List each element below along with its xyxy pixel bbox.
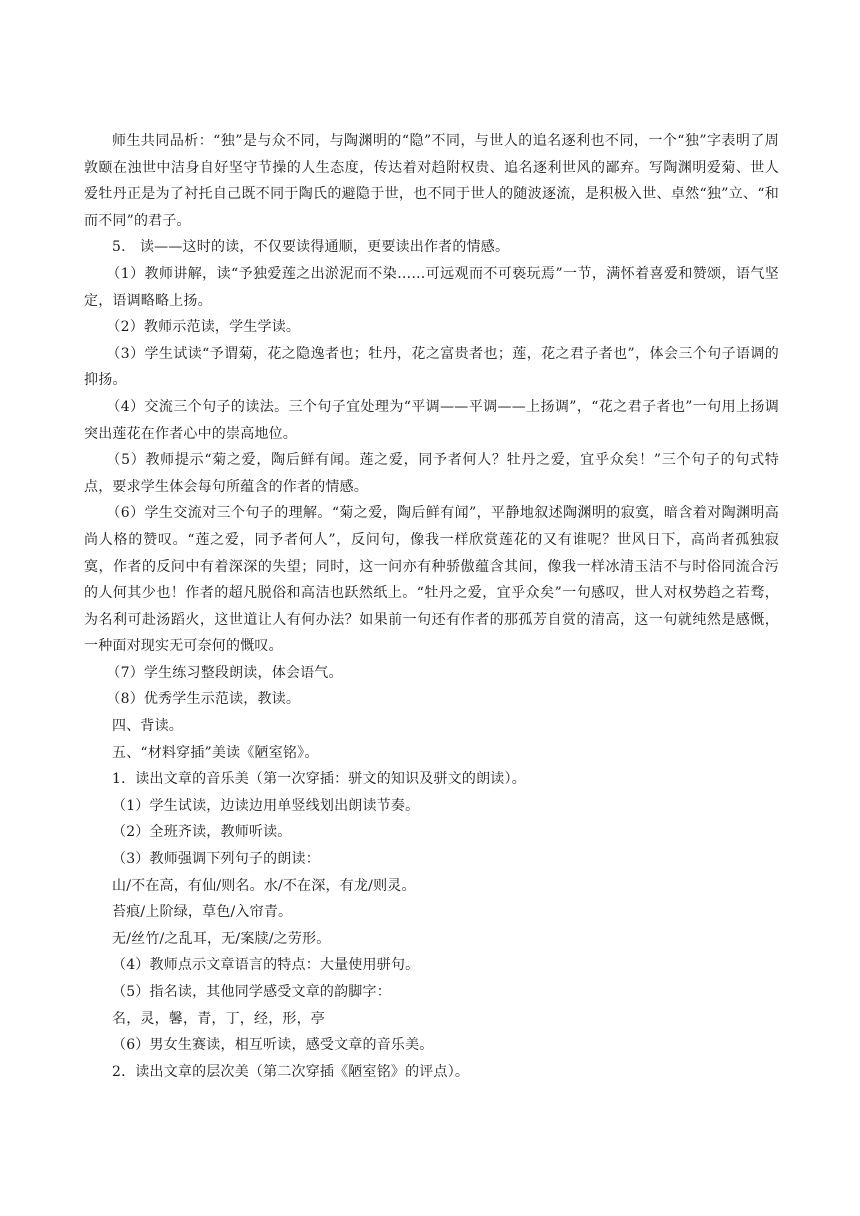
subsection-1-item-4: （4）教师点示文章语言的特点：大量使用骈句。 [112, 957, 420, 974]
step-5-item-3: （3）学生试读“予谓菊，花之隐逸者也；牡丹，花之富贵者也；莲，花之君子者也”，体会三个句子语调的抑扬。 [84, 345, 779, 389]
rhyme-words-line: 名，灵，馨，青，丁，经，形，亭 [112, 1010, 325, 1027]
step-5-heading: 5. 读——这时的读，不仅要读得通顺，更要读出作者的情感。 [112, 239, 510, 256]
section-4-heading: 四、背读。 [112, 718, 183, 735]
section-5-heading: 五、“材料穿插”美读《陋室铭》。 [112, 744, 319, 761]
subsection-1-item-1: （1）学生试读，边读边用单竖线划出朗读节奏。 [112, 797, 420, 814]
subsection-1-item-6: （6）男女生赛读，相互听读，感受文章的音乐美。 [112, 1037, 434, 1054]
subsection-2-heading: 2．读出文章的层次美（第二次穿插《陋室铭》的评点）。 [112, 1063, 470, 1080]
subsection-1-item-2: （2）全班齐读，教师听读。 [112, 824, 292, 841]
subsection-1-item-3: （3）教师强调下列句子的朗读： [112, 851, 320, 868]
step-5-item-5: （5）教师提示“菊之爱，陶后鲜有闻。莲之爱，同予者何人？牡丹之爱，宜乎众矣！”三个句子的句式特点，要求学生体会每句所蕴含的作者的情感。 [84, 452, 779, 495]
step-5-item-4: （4）交流三个句子的读法。三个句子宜处理为“平调——平调——上扬调”，“花之君子者也”一句用上扬调突出莲花在作者心中的崇高地位。 [84, 398, 779, 442]
subsection-1-heading: 1．读出文章的音乐美（第一次穿插：骈文的知识及骈文的朗读）。 [112, 771, 526, 788]
rhythm-line-3: 无/丝竹/之乱耳，无/案牍/之劳形。 [112, 930, 331, 947]
rhythm-line-1: 山/不在高，有仙/则名。水/不在深，有龙/则灵。 [112, 877, 416, 894]
document-body [84, 128, 779, 1085]
step-5-item-6: （6）学生交流对三个句子的理解。“菊之爱，陶后鲜有闻”，平静地叙述陶渊明的寂寞，暗含着对陶渊明高尚人格的赞叹。“莲之爱，同予者何人”，反问句，像我一样欣赏莲花的又有谁呢？世风日下，高尚者孤独寂寞，作者的反问中有着深深的失望；同时，这一问亦有种骄傲蕴含其间，像我一样冰清玉洁不与时俗同流合污的人何其少也！作者的超凡脱俗和高洁也跃然纸上。“牡丹之爱，宜乎众矣”一句感叹，世人对权势趋之若骛，为名利可赴汤蹈火，这世道让人有何办法？如果前一句还有作者的那孤芳自赏的清高，这一句就纯然是感慨，一种面对现实无可奈何的慨叹。 [84, 505, 779, 655]
step-5-item-7: （7）学生练习整段朗读，体会语气。 [106, 664, 343, 681]
analysis-paragraph: 师生共同品析：“独”是与众不同，与陶渊明的“隐”不同，与世人的追名逐利也不同，一个“独”字表明了周敦颐在浊世中洁身自好坚守节操的人生态度，传达着对趋附权贵、追名逐利世风的鄙弃。写陶渊明爱菊、世人爱牡丹正是为了衬托自己既不同于陶氏的避隐于世，也不同于世人的随波逐流，是积极入世、卓然“独”立、“和而不同”的君子。 [84, 133, 779, 229]
subsection-1-item-5: （5）指名读，其他同学感受文章的韵脚字： [112, 984, 391, 1000]
step-5-item-1: （1）教师讲解，读“予独爱莲之出淤泥而不染……可远观而不可亵玩焉”一节，满怀着喜爱和赞颂，语气坚定，语调略略上扬。 [84, 265, 779, 309]
rhythm-line-2: 苔痕/上阶绿，草色/入帘青。 [112, 904, 293, 921]
step-5-item-8: （8）优秀学生示范读，教读。 [106, 691, 301, 708]
step-5-item-2: （2）教师示范读，学生学读。 [106, 319, 301, 336]
